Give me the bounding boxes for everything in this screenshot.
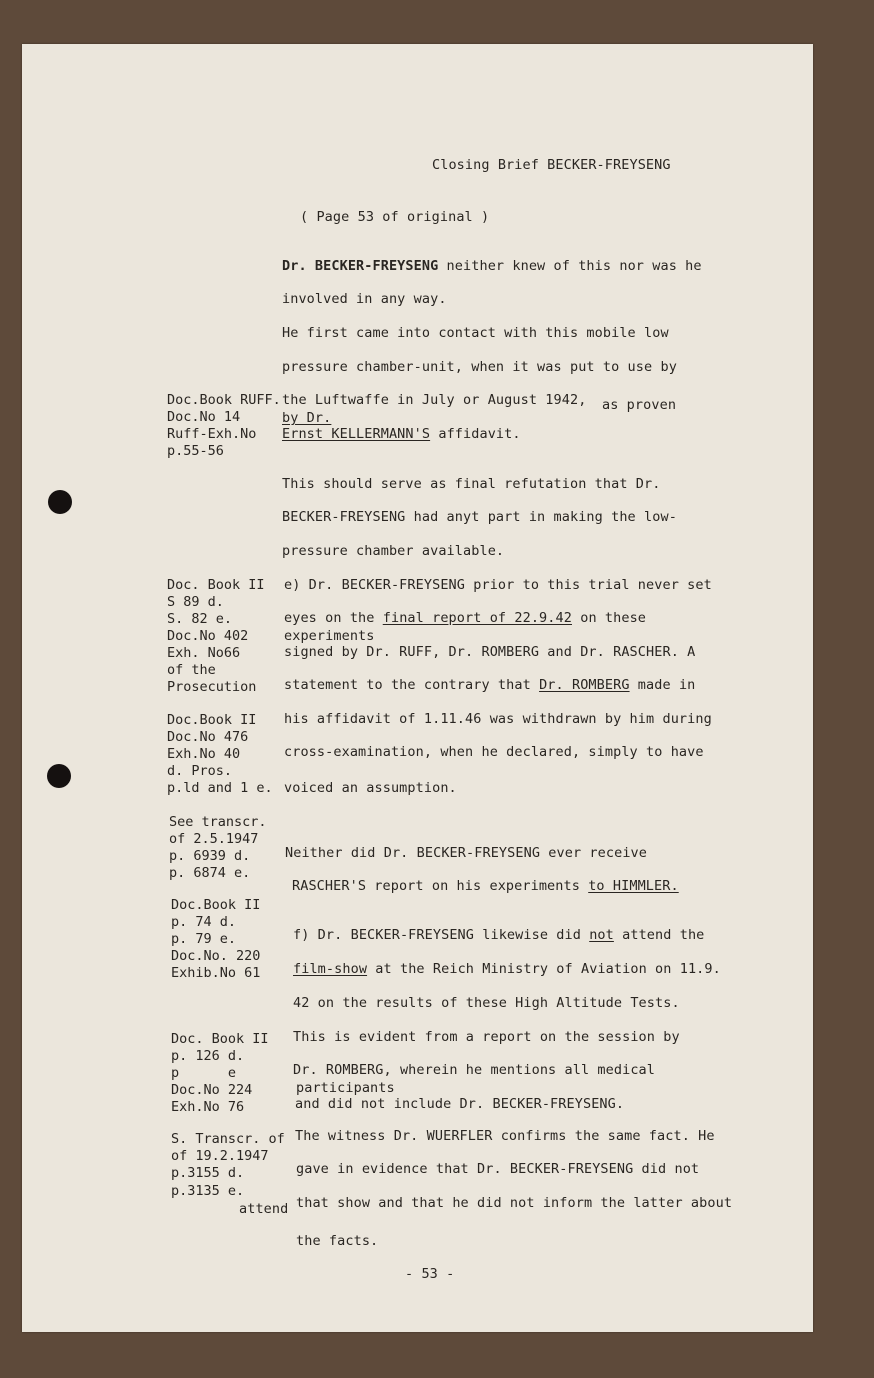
line-text: made in [629, 677, 696, 693]
margin-note-line: p.55-56 [167, 443, 224, 459]
margin-note-line: of 2.5.1947 [169, 831, 259, 847]
body-line: that show and that he did not inform the latter about [296, 1195, 733, 1211]
body-line: the Luftwaffe in July or August 1942, [282, 392, 587, 408]
margin-note-line: Doc.No. 220 [171, 948, 261, 964]
margin-note-line: S. Transcr. of [171, 1131, 285, 1147]
body-line [284, 610, 646, 626]
underlined-text: film-show [293, 961, 368, 977]
margin-note-line: Doc.Book RUFF. [167, 392, 281, 408]
margin-note-line: p.3135 e. [171, 1183, 245, 1199]
underlined-text: Ernst KELLERMANN'S [282, 426, 431, 442]
body-line [282, 426, 521, 442]
margin-note-line: Exhib.No 61 [171, 965, 261, 981]
underlined-text: to HIMMLER. [588, 878, 679, 894]
body-line: BECKER-FREYSENG had anyt part in making the low- [282, 509, 677, 525]
body-line: He first came into contact with this mobile low [282, 325, 669, 341]
body-line: This is evident from a report on the session by [293, 1029, 680, 1045]
margin-note-line: Ruff-Exh.No [167, 426, 257, 442]
margin-note-line: p. 74 d. [171, 914, 237, 930]
margin-note-line: Exh. No66 [167, 645, 241, 661]
body-line: and did not include Dr. BECKER-FREYSENG. [295, 1096, 625, 1112]
margin-note-line: Exh.No 76 [171, 1099, 245, 1115]
running-title: Closing Brief BECKER-FREYSENG [432, 157, 671, 173]
page-number: - 53 - [405, 1266, 455, 1282]
typed-insert: experiments [284, 628, 375, 644]
body-line: voiced an assumption. [284, 780, 457, 796]
margin-note-line: Exh.No 40 [167, 746, 241, 762]
margin-note-line: p. 126 d. [171, 1048, 245, 1064]
margin-note-line: p. 79 e. [171, 931, 237, 947]
margin-note-line: Doc.No 224 [171, 1082, 253, 1098]
body-line: pressure chamber available. [282, 543, 505, 559]
body-line: The witness Dr. WUERFLER confirms the same fact. He [295, 1128, 715, 1144]
line-text: at the Reich Ministry of Aviation on 11.9. [367, 961, 721, 977]
margin-note-line: Prosecution [167, 679, 257, 695]
body-line: This should serve as final refutation that Dr. [282, 476, 661, 492]
underlined-text: final report of 22.9.42 [382, 610, 572, 626]
original-page-reference: ( Page 53 of original ) [300, 209, 490, 225]
punch-hole-bottom [47, 764, 71, 788]
line-text: eyes on the [284, 610, 383, 626]
line-text: on these [571, 610, 647, 626]
margin-note-line: Doc.No 402 [167, 628, 249, 644]
handwritten-insert: as proven [602, 397, 677, 413]
margin-note-line: Doc.Book II [167, 712, 257, 728]
margin-note-line: See transcr. [169, 814, 267, 830]
body-line: his affidavit of 1.11.46 was withdrawn by him during [284, 711, 712, 727]
margin-note-line: Doc. Book II [167, 577, 265, 593]
margin-note-line: of the [167, 662, 216, 678]
line-text: f) Dr. BECKER-FREYSENG likewise did [293, 927, 590, 943]
body-line: cross-examination, when he declared, simply to have [284, 744, 704, 760]
underlined-text: Dr. ROMBERG [539, 677, 630, 693]
body-line [293, 961, 721, 977]
line-text: RASCHER'S report on his experiments [292, 878, 589, 894]
margin-note-line: p. 6874 e. [169, 865, 251, 881]
body-line [292, 878, 679, 894]
line-text: attend the [613, 927, 705, 943]
line-text: affidavit. [430, 426, 521, 442]
body-line: gave in evidence that Dr. BECKER-FREYSENG did not [296, 1161, 700, 1177]
body-line: Neither did Dr. BECKER-FREYSENG ever receive [285, 845, 648, 861]
body-line [284, 677, 695, 693]
punch-hole-top [48, 490, 72, 514]
margin-note-line: of 19.2.1947 [171, 1148, 269, 1164]
underlined-text: not [589, 927, 614, 943]
body-line [293, 927, 704, 943]
body-line: pressure chamber-unit, when it was put to use by [282, 359, 677, 375]
margin-note-line: S 89 d. [167, 594, 224, 610]
handwritten-insert: attend [239, 1201, 289, 1217]
margin-note-line: p. 6939 d. [169, 848, 251, 864]
body-line: by Dr. [282, 410, 332, 426]
line-text: neither knew of this nor was he [438, 258, 702, 274]
body-line: signed by Dr. RUFF, Dr. ROMBERG and Dr. RASCHER. A [284, 644, 696, 660]
margin-note-line: Doc.No 476 [167, 729, 249, 745]
line-text: statement to the contrary that [284, 677, 540, 693]
body-line: involved in any way. [282, 291, 447, 307]
body-line [282, 258, 702, 274]
margin-note-line: p.ld and 1 e. [167, 780, 273, 796]
margin-note-line: S. 82 e. [167, 611, 233, 627]
margin-note-line: Doc.No 14 [167, 409, 241, 425]
body-line: Dr. ROMBERG, wherein he mentions all medical [293, 1062, 656, 1078]
name-emphasis: Dr. BECKER-FREYSENG [282, 258, 439, 274]
typed-insert: participants [296, 1080, 395, 1096]
body-line: the facts. [296, 1233, 379, 1249]
margin-note-line: Doc.Book II [171, 897, 261, 913]
margin-note-line: p.3155 d. [171, 1165, 245, 1181]
margin-note-line: Doc. Book II [171, 1031, 269, 1047]
body-line: 42 on the results of these High Altitude Tests. [293, 995, 680, 1011]
margin-note-line: p e [171, 1065, 237, 1081]
body-line: e) Dr. BECKER-FREYSENG prior to this trial never set [284, 577, 712, 593]
margin-note-line: d. Pros. [167, 763, 233, 779]
